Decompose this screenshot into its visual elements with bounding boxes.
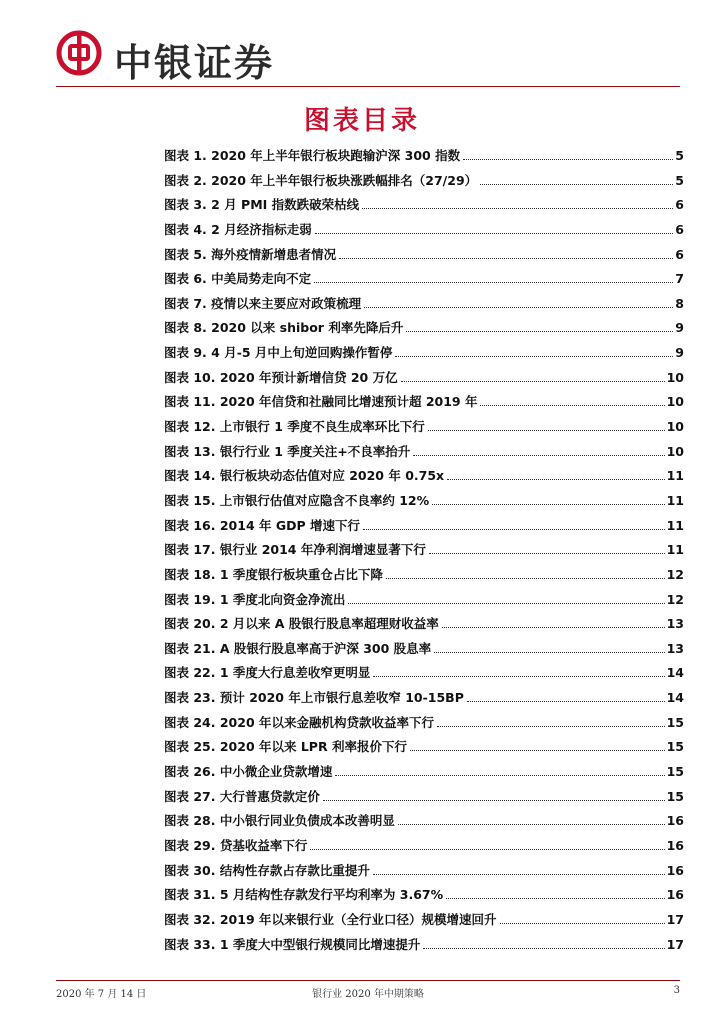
toc-entry-label: 图表 6. 中美局势走向不定 xyxy=(164,271,312,287)
footer-doc-title: 银行业 2020 年中期策略 xyxy=(312,989,424,1000)
toc-entry-label: 图表 30. 结构性存款占存款比重提升 xyxy=(164,862,370,878)
toc-entry-label: 图表 31. 5 月结构性存款发行平均利率为 3.67% xyxy=(164,887,444,903)
toc-entry-label: 图表 26. 中小微企业贷款增速 xyxy=(164,764,333,780)
toc-entry-page: 10 xyxy=(666,443,684,459)
toc-list xyxy=(164,146,684,959)
toc-entry[interactable] xyxy=(164,368,684,393)
toc-entry[interactable] xyxy=(164,565,684,590)
toc-entry-page: 10 xyxy=(666,419,684,435)
toc-leader-dots xyxy=(410,750,665,751)
toc-entry[interactable] xyxy=(164,737,684,762)
toc-entry-label: 图表 23. 预计 2020 年上市银行息差收窄 10-15BP xyxy=(164,690,464,706)
toc-entry[interactable] xyxy=(164,540,684,565)
toc-entry-label: 图表 27. 大行普惠贷款定价 xyxy=(164,788,320,804)
toc-title: 图表目录 xyxy=(303,106,420,136)
toc-entry[interactable] xyxy=(164,269,684,294)
toc-entry[interactable] xyxy=(164,762,684,787)
toc-entry[interactable] xyxy=(164,935,684,960)
toc-entry[interactable] xyxy=(164,442,684,467)
toc-leader-dots xyxy=(401,381,665,382)
toc-leader-dots xyxy=(395,356,673,357)
toc-entry-page: 6 xyxy=(675,246,684,262)
toc-entry-label: 图表 5. 海外疫情新增患者情况 xyxy=(164,246,337,262)
toc-entry[interactable] xyxy=(164,491,684,516)
toc-entry-label: 图表 19. 1 季度北向资金净流出 xyxy=(164,591,346,607)
toc-entry-page: 17 xyxy=(666,936,684,952)
toc-leader-dots xyxy=(310,849,664,850)
toc-entry[interactable] xyxy=(164,713,684,738)
toc-leader-dots xyxy=(432,504,664,505)
footer-divider xyxy=(56,980,680,981)
toc-leader-dots xyxy=(386,578,665,579)
toc-entry[interactable] xyxy=(164,787,684,812)
toc-leader-dots xyxy=(480,184,673,185)
toc-leader-dots xyxy=(463,159,673,160)
toc-entry[interactable] xyxy=(164,466,684,491)
toc-entry[interactable] xyxy=(164,811,684,836)
toc-entry[interactable] xyxy=(164,590,684,615)
toc-leader-dots xyxy=(315,233,674,234)
toc-entry-page: 11 xyxy=(666,468,684,484)
toc-entry-page: 16 xyxy=(666,813,684,829)
toc-entry-label: 图表 33. 1 季度大中型银行规模同比增速提升 xyxy=(164,936,421,952)
toc-entry[interactable] xyxy=(164,885,684,910)
toc-leader-dots xyxy=(348,603,664,604)
toc-entry[interactable] xyxy=(164,639,684,664)
toc-entry-label: 图表 18. 1 季度银行板块重仓占比下降 xyxy=(164,566,383,582)
toc-entry-label: 图表 20. 2 月以来 A 股银行股息率超理财收益率 xyxy=(164,616,439,632)
toc-leader-dots xyxy=(335,775,664,776)
toc-entry[interactable] xyxy=(164,392,684,417)
toc-entry-page: 13 xyxy=(666,640,684,656)
toc-entry-page: 14 xyxy=(666,665,684,681)
toc-entry[interactable] xyxy=(164,294,684,319)
toc-entry-label: 图表 7. 疫情以来主要应对政策梳理 xyxy=(164,295,362,311)
toc-entry[interactable] xyxy=(164,910,684,935)
toc-leader-dots xyxy=(339,258,673,259)
toc-leader-dots xyxy=(428,430,665,431)
toc-entry-label: 图表 8. 2020 以来 shibor 利率先降后升 xyxy=(164,320,404,336)
toc-entry[interactable] xyxy=(164,861,684,886)
toc-entry-page: 9 xyxy=(675,320,684,336)
toc-entry-page: 12 xyxy=(666,566,684,582)
toc-leader-dots xyxy=(363,529,665,530)
toc-entry-page: 11 xyxy=(666,492,684,508)
toc-entry-page: 12 xyxy=(666,591,684,607)
toc-leader-dots xyxy=(373,874,665,875)
toc-leader-dots xyxy=(500,923,665,924)
toc-entry-page: 10 xyxy=(666,369,684,385)
toc-entry[interactable] xyxy=(164,417,684,442)
toc-entry[interactable] xyxy=(164,146,684,171)
footer-page-number: 3 xyxy=(673,985,680,996)
toc-entry-page: 5 xyxy=(675,148,684,163)
toc-entry-label: 图表 24. 2020 年以来金融机构贷款收益率下行 xyxy=(164,714,434,730)
toc-entry-page: 15 xyxy=(666,788,684,804)
toc-entry-label: 图表 2. 2020 年上半年银行板块涨跌幅排名（27/29） xyxy=(164,172,478,188)
toc-entry[interactable] xyxy=(164,516,684,541)
toc-leader-dots xyxy=(446,898,664,899)
toc-entry-page: 5 xyxy=(675,172,684,188)
toc-entry-label: 图表 10. 2020 年预计新增信贷 20 万亿 xyxy=(164,369,398,385)
toc-entry[interactable] xyxy=(164,171,684,196)
header-divider xyxy=(56,86,680,87)
toc-entry-label: 图表 3. 2 月 PMI 指数跌破荣枯线 xyxy=(164,197,360,213)
toc-entry-label: 图表 15. 上市银行估值对应隐含不良率约 12% xyxy=(164,492,430,508)
toc-entry-page: 11 xyxy=(666,542,684,558)
toc-leader-dots xyxy=(480,405,664,406)
toc-entry-page: 8 xyxy=(675,295,684,311)
toc-leader-dots xyxy=(442,627,665,628)
toc-entry-label: 图表 13. 银行行业 1 季度关注+不良率抬升 xyxy=(164,443,411,459)
toc-entry-page: 6 xyxy=(675,221,684,237)
toc-leader-dots xyxy=(413,455,664,456)
toc-entry[interactable] xyxy=(164,836,684,861)
page-footer xyxy=(56,985,680,1001)
toc-entry-label: 图表 4. 2 月经济指标走弱 xyxy=(164,221,312,237)
toc-entry-label: 图表 21. A 股银行股息率高于沪深 300 股息率 xyxy=(164,640,432,656)
toc-leader-dots xyxy=(434,652,664,653)
toc-leader-dots xyxy=(362,208,673,209)
toc-entry-page: 13 xyxy=(666,616,684,632)
toc-entry-label: 图表 9. 4 月-5 月中上旬逆回购操作暂停 xyxy=(164,345,393,361)
brand-name: 中银证券 xyxy=(114,40,275,85)
toc-entry-page: 15 xyxy=(666,764,684,780)
toc-entry-page: 14 xyxy=(666,690,684,706)
toc-entry-label: 图表 29. 贷基收益率下行 xyxy=(164,837,308,853)
toc-leader-dots xyxy=(398,824,665,825)
toc-entry-page: 17 xyxy=(666,911,684,927)
toc-leader-dots xyxy=(423,948,664,949)
toc-entry-page: 16 xyxy=(666,837,684,853)
toc-entry-label: 图表 17. 银行业 2014 年净利润增速显著下行 xyxy=(164,542,426,558)
toc-leader-dots xyxy=(364,307,673,308)
toc-entry-label: 图表 28. 中小银行同业负债成本改善明显 xyxy=(164,813,395,829)
toc-entry[interactable] xyxy=(164,688,684,713)
toc-entry-label: 图表 1. 2020 年上半年银行板块跑输沪深 300 指数 xyxy=(164,148,461,163)
toc-entry-label: 图表 16. 2014 年 GDP 增速下行 xyxy=(164,517,360,533)
toc-leader-dots xyxy=(429,553,665,554)
toc-entry-label: 图表 32. 2019 年以来银行业（全行业口径）规模增速回升 xyxy=(164,911,497,927)
toc-entry[interactable] xyxy=(164,343,684,368)
page-header xyxy=(56,24,680,88)
toc-leader-dots xyxy=(437,726,665,727)
toc-entry-page: 9 xyxy=(675,345,684,361)
toc-entry-label: 图表 22. 1 季度大行息差收窄更明显 xyxy=(164,665,371,681)
toc-entry-page: 15 xyxy=(666,739,684,755)
toc-entry-label: 图表 25. 2020 年以来 LPR 利率报价下行 xyxy=(164,739,407,755)
toc-entry[interactable] xyxy=(164,318,684,343)
toc-entry[interactable] xyxy=(164,245,684,270)
toc-leader-dots xyxy=(373,676,664,677)
toc-entry-page: 11 xyxy=(666,517,684,533)
toc-entry-label: 图表 14. 银行板块动态估值对应 2020 年 0.75x xyxy=(164,468,445,484)
toc-entry[interactable] xyxy=(164,195,684,220)
toc-leader-dots xyxy=(406,331,673,332)
toc-entry-page: 16 xyxy=(666,862,684,878)
toc-leader-dots xyxy=(467,701,665,702)
toc-entry-page: 10 xyxy=(666,394,684,410)
toc-entry[interactable] xyxy=(164,614,684,639)
toc-entry-page: 6 xyxy=(675,197,684,213)
toc-entry-label: 图表 11. 2020 年信贷和社融同比增速预计超 2019 年 xyxy=(164,394,478,410)
toc-entry-page: 7 xyxy=(675,271,684,287)
toc-leader-dots xyxy=(447,479,664,480)
toc-entry-page: 16 xyxy=(666,887,684,903)
toc-leader-dots xyxy=(323,800,665,801)
toc-entry-label: 图表 12. 上市银行 1 季度不良生成率环比下行 xyxy=(164,419,425,435)
toc-entry-page: 15 xyxy=(666,714,684,730)
toc-leader-dots xyxy=(314,282,673,283)
toc-entry[interactable] xyxy=(164,220,684,245)
footer-date: 2020 年 7 月 14 日 xyxy=(56,989,147,1000)
toc-entry[interactable] xyxy=(164,663,684,688)
bank-of-china-logo-icon xyxy=(56,30,102,76)
